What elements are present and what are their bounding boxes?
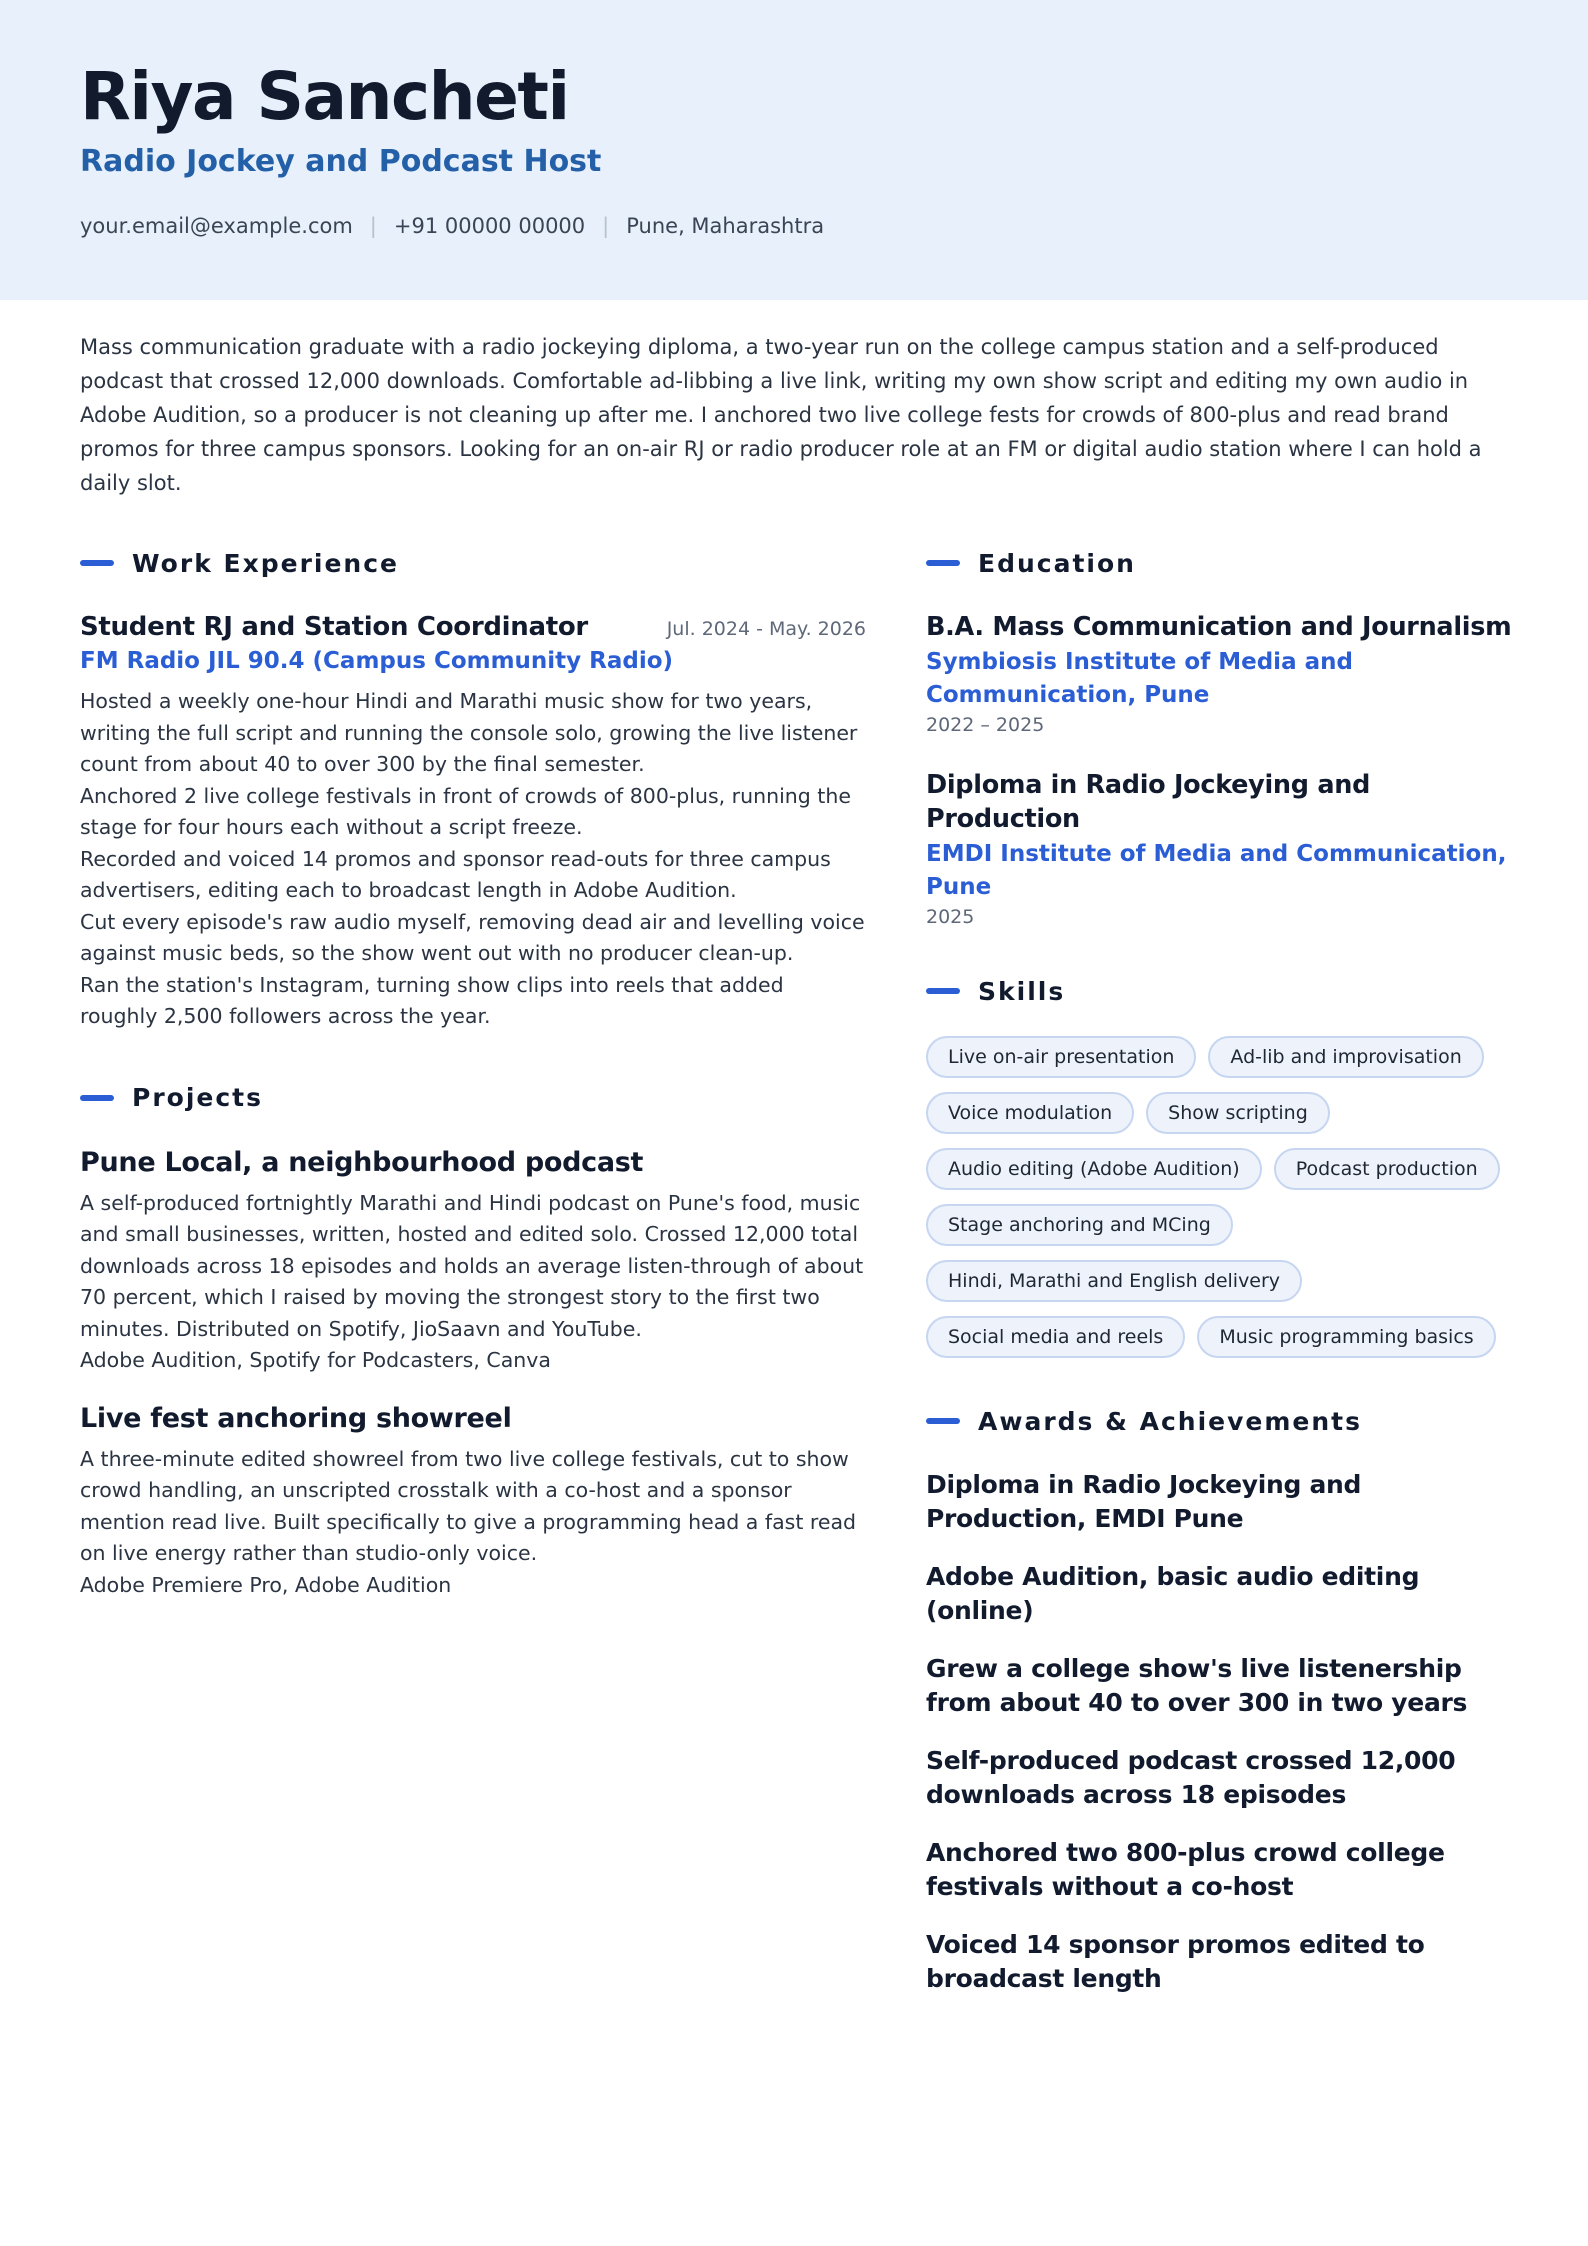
job-bullet: Hosted a weekly one-hour Hindi and Marathi music show for two years, writing the full script and running the console solo, growing the live listener count from about 40 to over 300 by the final semester. xyxy=(80,689,858,776)
award-item: Voiced 14 sponsor promos edited to broadcast length xyxy=(926,1930,1425,1993)
skill-chip: Live on-air presentation xyxy=(926,1036,1196,1078)
contact-line xyxy=(80,214,824,238)
section-title: Education xyxy=(978,548,1136,578)
award-item: Diploma in Radio Jockeying and Production, EMDI Pune xyxy=(926,1470,1362,1533)
projects-heading xyxy=(80,1075,866,1121)
skill-chip: Social media and reels xyxy=(926,1316,1185,1358)
summary-paragraph: Mass communication graduate with a radio jockeying diploma, a two-year run on the college campus station and a self-produced podcast that crossed 12,000 downloads. Comfortable ad-libbing a live link, writing my own show script and editing my own audio in Adobe Audition, so a producer is not cleaning up after me. I anchored two live college fests for crowds of 800-plus and read brand promos for three campus sponsors. Looking for an on-air RJ or radio producer role at an FM or digital audio station where I can hold a daily slot. xyxy=(80,335,1482,495)
project-tools: Adobe Premiere Pro, Adobe Audition xyxy=(80,1572,452,1597)
education-degree: B.A. Mass Communication and Journalism xyxy=(926,612,1512,642)
award-item: Adobe Audition, basic audio editing (online) xyxy=(926,1562,1420,1625)
section-accent-bar xyxy=(80,560,114,566)
skills-heading xyxy=(926,968,1516,1014)
section-accent-bar xyxy=(926,1418,960,1424)
section-title: Work Experience xyxy=(132,548,399,578)
education-degree: Diploma in Radio Jockeying and Production xyxy=(926,770,1371,834)
contact-divider: | xyxy=(369,214,377,238)
right-column xyxy=(926,540,1516,1996)
candidate-name: Riya Sancheti xyxy=(80,58,569,135)
awards-list xyxy=(926,1468,1516,1996)
work-experience-heading xyxy=(80,540,866,586)
skills-list xyxy=(926,1036,1516,1358)
education-heading xyxy=(926,540,1516,586)
skill-chip: Stage anchoring and MCing xyxy=(926,1204,1233,1246)
job-bullet: Anchored 2 live college festivals in front of crowds of 800-plus, running the stage for four hours each without a script freeze. xyxy=(80,783,851,839)
left-column xyxy=(80,540,866,1601)
award-item: Grew a college show's live listenership from about 40 to over 300 in two years xyxy=(926,1654,1468,1717)
contact-email[interactable]: your.email@example.com xyxy=(80,214,353,238)
education-school: EMDI Institute of Media and Communication, Pune xyxy=(926,841,1507,900)
candidate-role: Radio Jockey and Podcast Host xyxy=(80,144,602,179)
section-accent-bar xyxy=(80,1095,114,1101)
education-years: 2022 – 2025 xyxy=(926,714,1045,736)
contact-phone[interactable]: +91 00000 00000 xyxy=(393,214,586,238)
project-description: A self-produced fortnightly Marathi and Hindi podcast on Pune's food, music and small businesses, written, hosted and edited solo. Crossed 12,000 total downloads across 18 episodes and holds an average listen-through of about 70 percent, which I raised by moving the strongest story to the first two minutes. Distributed on Spotify, JioSaavn and YouTube. xyxy=(80,1190,864,1341)
project-description: A three-minute edited showreel from two live college festivals, cut to show crowd handling, an unscripted crosstalk with a co-host and a sponsor mention read live. Built specifically to give a programming head a fast read on live energy rather than studio-only voice. xyxy=(80,1446,857,1565)
job-bullet: Ran the station's Instagram, turning show clips into reels that added roughly 2,500 followers across the year. xyxy=(80,972,784,1028)
skill-chip: Audio editing (Adobe Audition) xyxy=(926,1148,1262,1190)
project-entry xyxy=(80,1147,866,1377)
section-title: Projects xyxy=(132,1083,264,1112)
contact-divider: | xyxy=(602,214,610,238)
skill-chip: Ad-lib and improvisation xyxy=(1208,1036,1483,1078)
skill-chip: Hindi, Marathi and English delivery xyxy=(926,1260,1302,1302)
section-accent-bar xyxy=(926,560,960,566)
job-organization: FM Radio JIL 90.4 (Campus Community Radio) xyxy=(80,648,674,674)
job-bullet: Cut every episode's raw audio myself, removing dead air and levelling voice against music beds, so the show went out with no producer clean-up. xyxy=(80,909,865,965)
project-entry xyxy=(80,1403,866,1602)
education-entry xyxy=(926,768,1516,928)
skill-chip: Show scripting xyxy=(1146,1092,1330,1134)
section-title: Awards & Achievements xyxy=(978,1406,1363,1436)
project-title: Pune Local, a neighbourhood podcast xyxy=(80,1146,644,1178)
awards-heading xyxy=(926,1398,1516,1444)
skill-chip: Voice modulation xyxy=(926,1092,1134,1134)
resume-header xyxy=(0,0,1588,300)
job-dates: Jul. 2024 - May. 2026 xyxy=(666,618,866,640)
job-title: Student RJ and Station Coordinator xyxy=(80,612,588,642)
section-accent-bar xyxy=(926,988,960,994)
skill-chip: Podcast production xyxy=(1274,1148,1500,1190)
education-years: 2025 xyxy=(926,906,975,928)
education-entry xyxy=(926,610,1516,736)
section-title: Skills xyxy=(978,976,1066,1006)
job-bullets xyxy=(80,686,866,1033)
award-item: Self-produced podcast crossed 12,000 downloads across 18 episodes xyxy=(926,1746,1456,1809)
project-tools: Adobe Audition, Spotify for Podcasters, Canva xyxy=(80,1348,551,1372)
job-entry xyxy=(80,612,866,1033)
contact-location: Pune, Maharashtra xyxy=(626,214,825,238)
job-bullet: Recorded and voiced 14 promos and sponsor read-outs for three campus advertisers, editing each to broadcast length in Adobe Audition. xyxy=(80,846,831,902)
education-school: Symbiosis Institute of Media and Communication, Pune xyxy=(926,649,1353,708)
project-title: Live fest anchoring showreel xyxy=(80,1402,512,1434)
skill-chip: Music programming basics xyxy=(1197,1316,1495,1358)
award-item: Anchored two 800-plus crowd college festivals without a co-host xyxy=(926,1838,1445,1901)
